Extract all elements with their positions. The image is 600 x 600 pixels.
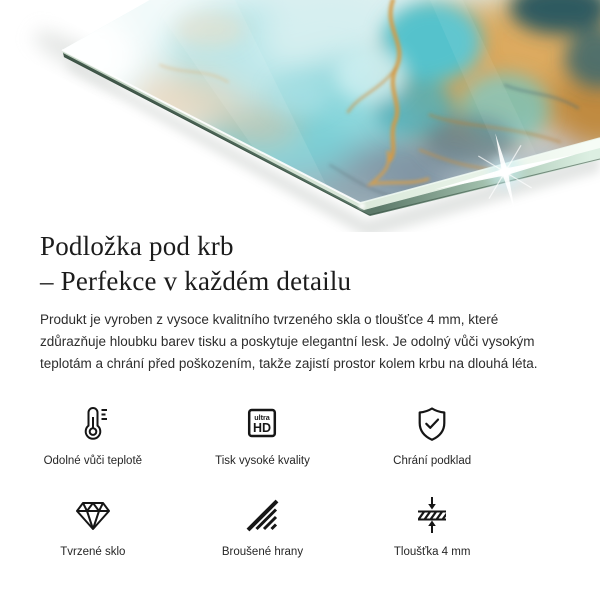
product-photo (0, 0, 600, 232)
features-grid (8, 402, 517, 558)
ultra-hd-icon (242, 402, 282, 446)
beveled-edge-icon (242, 493, 282, 537)
corner-glint (359, 203, 365, 209)
feature-label: Tvrzené sklo (60, 546, 126, 558)
page-title-line2: – Perfekce v každém detailu (40, 266, 352, 296)
svg-text:HD: HD (253, 421, 272, 436)
page-title-line1: Podložka pod krb (40, 231, 234, 261)
feature-polished-edges (178, 493, 348, 558)
diamond-icon (73, 493, 113, 537)
feature-label: Odolné vůči teplotě (43, 455, 143, 467)
feature-heat-resistant (8, 402, 178, 467)
thickness-icon (412, 493, 452, 537)
feature-tempered-glass (8, 493, 178, 558)
feature-thickness (347, 493, 517, 558)
shield-check-icon (412, 402, 452, 446)
feature-label: Tisk vysoké kvality (215, 455, 310, 467)
feature-label: Broušené hrany (221, 546, 304, 558)
feature-print-quality (178, 402, 348, 467)
product-description: Produkt je vyroben z vysoce kvalitního tvrzeného skla o tloušťce 4 mm, které zdůrazňuje hloubku barev tisku a poskytuje elegantní lesk. Je odolný vůči vysokým teplotám a chrání před poškozením, takže zajistí prostor kolem krbu na dlouhá léta. (40, 312, 538, 371)
page-title (40, 229, 580, 299)
feature-label: Chrání podklad (393, 455, 472, 467)
thermometer-icon (73, 402, 113, 446)
feature-protects-surface (347, 402, 517, 467)
svg-text:ultra: ultra (254, 412, 271, 422)
feature-label: Tloušťka 4 mm (393, 546, 471, 558)
